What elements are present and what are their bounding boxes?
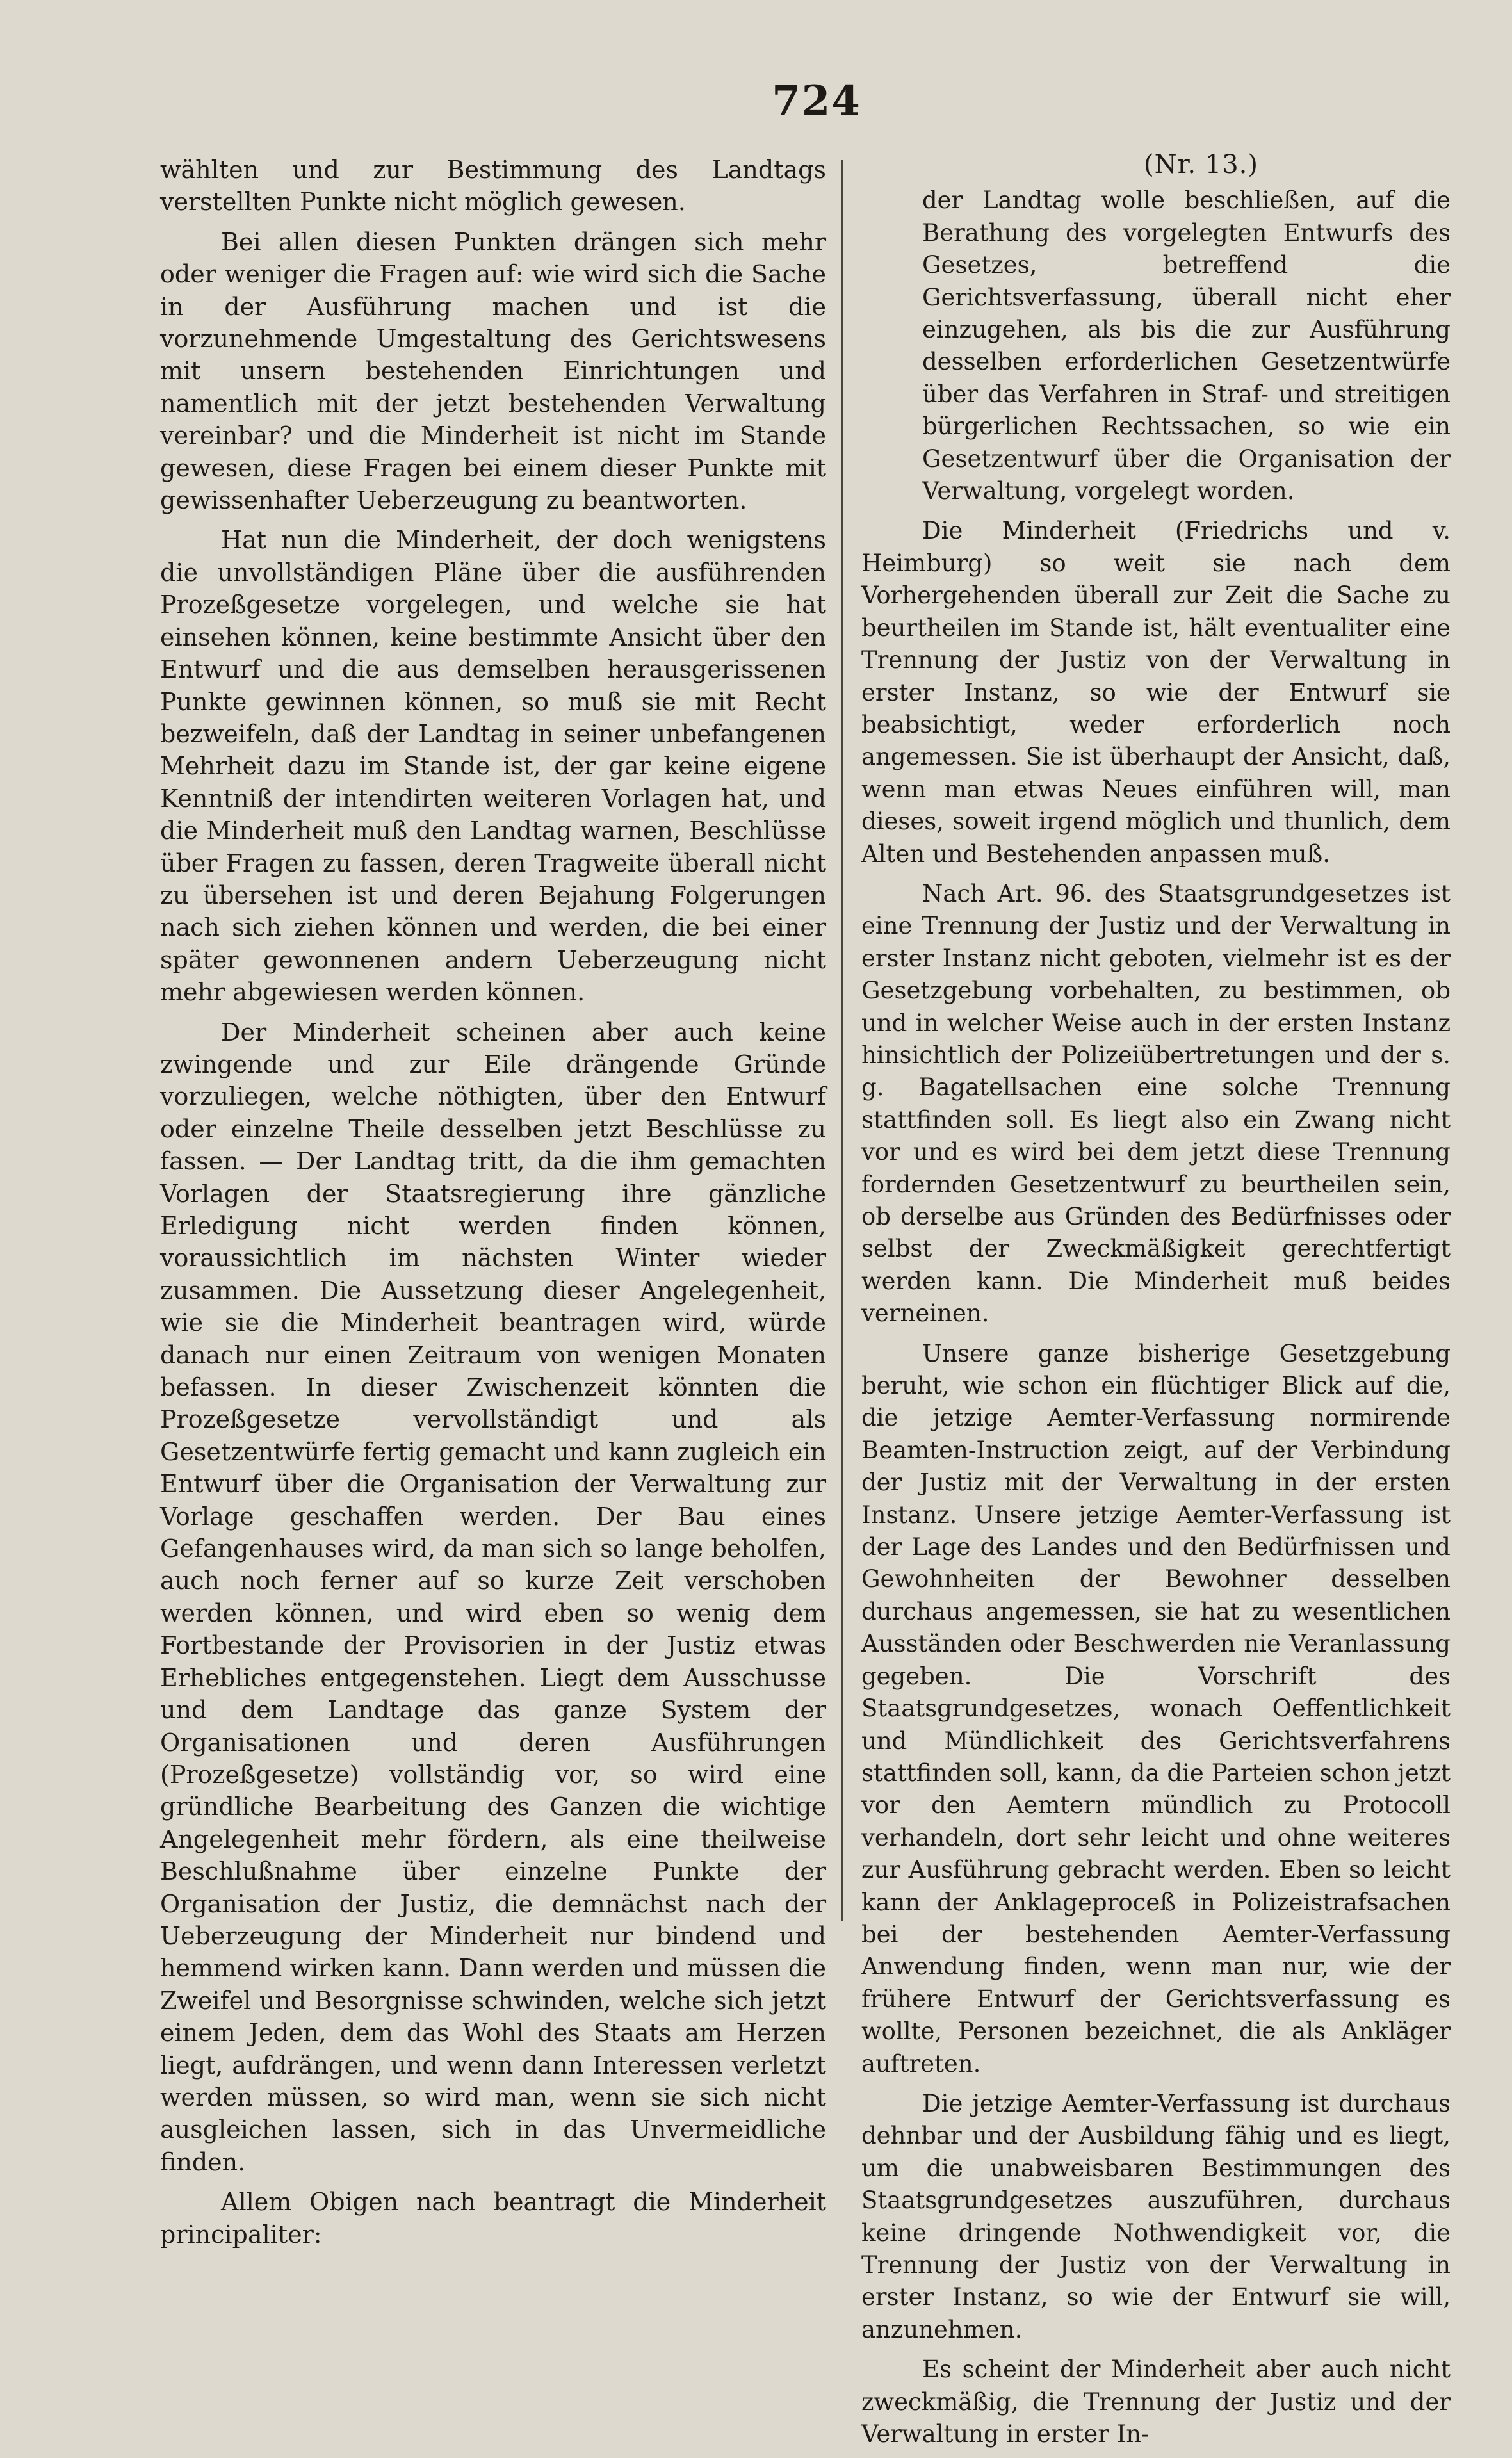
paragraph: Der Minderheit scheinen aber auch keine zwingende und zur Eile drängende Gründe vorzuliegen, welche nöthigten, über den Entwurf oder einzelne Theile desselben jetzt Beschlüsse zu fassen. — Der Landtag tritt, da die ihm gemachten Vorlagen der Staatsregierung ihre gänzliche Erledigung nicht werden finden können, voraussichtlich im nächsten Winter wieder zusammen. Die Aussetzung dieser Angelegenheit, wie sie die Minderheit beantragen wird, würde danach nur einen Zeitraum von wenigen Monaten befassen. In dieser Zwischenzeit könnten die Prozeßgesetze vervollständigt und als Gesetzentwürfe fertig gemacht und kann zugleich ein Entwurf über die Organisation der Verwaltung zur Vorlage geschaffen werden. Der Bau eines Gefangenhauses wird, da man sich so lange beholfen, auch noch ferner auf so kurze Zeit verschoben werden können, und wird eben so wenig dem Fortbestande der Provisorien in der Justiz etwas Erhebliches entgegenstehen. Liegt dem Ausschusse und dem Landtage das ganze System der Organisationen und deren Ausführungen (Prozeßgesetze) vollständig vor, so wird eine gründliche Bearbeitung des Ganzen die wichtige Angelegenheit mehr fördern, als eine theilweise Beschlußnahme über einzelne Punkte der Organisation der Justiz, die demnächst nach der Ueberzeugung der Minderheit nur bindend und hemmend wirken kann. Dann werden und müssen die Zweifel und Besorgnisse schwinden, welche sich jetzt einem Jeden, dem das Wohl des Staats am Herzen liegt, aufdrängen, und wenn dann Interessen verletzt werden müssen, so wird man, wenn sie sich nicht ausgleichen lassen, sich in das Unvermeidliche finden. <box>160 1018 826 2176</box>
paragraph: Die jetzige Aemter-Verfassung ist durchaus dehnbar und der Ausbildung fähig und es liegt, um die unabweisbaren Bestimmungen des Staatsgrundgesetzes auszuführen, durchaus keine dringende Nothwendigkeit vor, die Trennung der Justiz von der Verwaltung in erster Instanz, so wie der Entwurf sie will, anzunehmen. <box>861 2089 1451 2343</box>
paragraph: Die Minderheit (Friedrichs und v. Heimburg) so weit sie nach dem Vorhergehenden überall zur Zeit die Sache zu beurtheilen im Stande ist, hält eventualiter eine Trennung der Justiz von der Verwaltung in erster Instanz, so wie der Entwurf sie beabsichtigt, weder erforderlich noch angemessen. Sie ist überhaupt der Ansicht, daß, wenn man etwas Neues einführen will, man dieses, soweit irgend möglich und thunlich, dem Alten und Bestehenden anpassen muß. <box>861 517 1451 868</box>
paragraph: Unsere ganze bisherige Gesetzgebung beruht, wie schon ein flüchtiger Blick auf die, die jetzige Aemter-Verfassung normirende Beamten-Instruction zeigt, auf der Verbindung der Justiz mit der Verwaltung in der ersten Instanz. Unsere jetzige Aemter-Verfassung ist der Lage des Landes und den Bedürfnissen und Gewohnheiten der Bewohner desselben durchaus angemessen, sie hat zu wesentlichen Ausständen oder Beschwerden nie Veranlassung gegeben. Die Vorschrift des Staatsgrundgesetzes, wonach Oeffentlichkeit und Mündlichkeit des Gerichtsverfahrens stattfinden soll, kann, da die Parteien schon jetzt vor den Aemtern mündlich zu Protocoll verhandeln, dort sehr leicht und ohne weiteres zur Ausführung gebracht werden. Eben so leicht kann der Anklageproceß in Polizeistrafsachen bei der bestehenden Aemter-Verfassung Anwendung finden, wenn man nur, wie der frühere Entwurf der Gerichtsverfassung es wollte, Personen bezeichnet, die als Ankläger auftreten. <box>861 1339 1451 2078</box>
paragraph: Allem Obigen nach beantragt die Minderheit principaliter: <box>160 2188 826 2249</box>
column-divider <box>841 160 843 1921</box>
left-column <box>160 154 826 2258</box>
paragraph: Hat nun die Minderheit, der doch wenigstens die unvollständigen Pläne über die ausführenden Prozeßgesetze vorgelegen, und welche sie hat einsehen können, keine bestimmte Ansicht über den Entwurf und die aus demselben herausgerissenen Punkte gewinnen können, so muß sie mit Recht bezweifeln, daß der Landtag in seiner unbefangenen Mehrheit dazu im Stande ist, der gar keine eigene Kenntniß der intendirten weiteren Vorlagen hat, und die Minderheit muß den Landtag warnen, Beschlüsse über Fragen zu fassen, deren Tragweite überall nicht zu übersehen ist und deren Bejahung Folgerungen nach sich ziehen können und werden, die bei einer später gewonnenen andern Ueberzeugung nicht mehr abgewiesen werden können. <box>160 526 826 1007</box>
paragraph: Es scheint der Minderheit aber auch nicht zweckmäßig, die Trennung der Justiz und der Verwaltung in erster In- <box>861 2356 1451 2448</box>
paragraph: Bei allen diesen Punkten drängen sich mehr oder weniger die Fragen auf: wie wird sich die Sache in der Ausführung machen und ist die vorzunehmende Umgestaltung des Gerichtswesens mit unsern bestehenden Einrichtungen und namentlich mit der jetzt bestehenden Verwaltung vereinbar? und die Minderheit ist nicht im Stande gewesen, diese Fragen bei einem dieser Punkte mit gewissenhafter Ueberzeugung zu beantworten. <box>160 227 826 515</box>
motion-text: der Landtag wolle beschließen, auf die Berathung des vorgelegten Entwurfs des Gesetzes, betreffend die Gerichtsverfassung, überall nicht eher einzugehen, als bis die zur Ausführung desselben erforderlichen Gesetzentwürfe über das Verfahren in Straf- und streitigen bürgerlichen Rechtssachen, so wie ein Gesetzentwurf über die Organisation der Verwaltung, vorgelegt worden. <box>922 186 1451 505</box>
paragraph: wählten und zur Bestimmung des Landtags verstellten Punkte nicht möglich gewesen. <box>160 156 826 216</box>
paragraph: Nach Art. 96. des Staatsgrundgesetzes ist eine Trennung der Justiz und der Verwaltung in erster Instanz nicht geboten, vielmehr ist es der Gesetzgebung vorbehalten, zu bestimmen, ob und in welcher Weise auch in der ersten Instanz hinsichtlich der Polizeiübertretungen und der s. g. Bagatellsachen eine solche Trennung stattfinden soll. Es liegt also ein Zwang nicht vor und es wird bei dem jetzt diese Trennung fordernden Gesetzentwurf zu beurtheilen sein, ob derselbe aus Gründen des Bedürfnisses oder selbst der Zweckmäßigkeit gerechtfertigt werden kann. Die Minderheit muß beides verneinen. <box>861 879 1451 1328</box>
section-number: (Nr. 13.) <box>1144 150 1258 179</box>
column-header <box>861 149 1451 181</box>
page-number: 724 <box>772 77 861 125</box>
motion-block <box>861 184 1451 507</box>
right-column <box>861 150 1451 2458</box>
